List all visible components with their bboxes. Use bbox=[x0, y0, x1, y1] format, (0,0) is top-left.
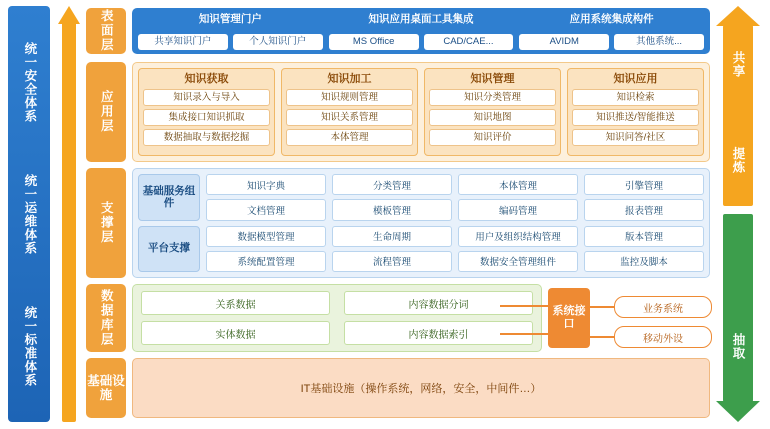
surface-group-title: 知识管理门户 bbox=[198, 13, 262, 25]
infrastructure-layer-panel: IT基础设施（操作系统，网络，安全，中间件…） bbox=[132, 358, 710, 418]
support-item[interactable]: 用户及组织结构管理 bbox=[458, 226, 578, 247]
support-item[interactable]: 文档管理 bbox=[206, 199, 326, 220]
connector-line bbox=[590, 336, 616, 338]
support-item[interactable]: 报表管理 bbox=[584, 199, 704, 220]
pillar-label-2: 统一标准体系 bbox=[22, 305, 37, 387]
layer-label-infrastructure: 基础设施 bbox=[86, 358, 126, 418]
surface-item[interactable]: CAD/CAE... bbox=[424, 34, 514, 50]
connector-line bbox=[500, 333, 550, 335]
surface-item[interactable]: 个人知识门户 bbox=[233, 34, 323, 50]
arrow-label-extract: 抽取 bbox=[731, 332, 745, 360]
left-pillar-bar bbox=[8, 6, 50, 422]
surface-item[interactable]: 其他系统... bbox=[614, 34, 704, 50]
application-item[interactable]: 知识检索 bbox=[572, 89, 699, 106]
application-column-title: 知识应用 bbox=[613, 73, 658, 85]
support-row-basic-services bbox=[138, 174, 704, 221]
connector-line bbox=[590, 306, 616, 308]
external-system-chip[interactable]: 移动外设 bbox=[614, 326, 712, 348]
support-item[interactable]: 数据安全管理组件 bbox=[458, 251, 578, 272]
application-item[interactable]: 知识分类管理 bbox=[429, 89, 556, 106]
system-interface-box[interactable]: 系统接口 bbox=[548, 288, 590, 348]
extract-arrow bbox=[716, 214, 760, 422]
support-item[interactable]: 数据模型管理 bbox=[206, 226, 326, 247]
application-item[interactable]: 知识规则管理 bbox=[286, 89, 413, 106]
support-category-label: 基础服务组件 bbox=[138, 174, 200, 221]
surface-item[interactable]: AVIDM bbox=[519, 34, 609, 50]
left-upward-arrow bbox=[58, 6, 80, 422]
support-item[interactable]: 本体管理 bbox=[458, 174, 578, 195]
application-column-title: 知识加工 bbox=[327, 73, 372, 85]
support-item[interactable]: 编码管理 bbox=[458, 199, 578, 220]
layer-label-application: 应用层 bbox=[86, 62, 126, 162]
support-item-grid bbox=[206, 174, 704, 221]
pillar-label-0: 统一安全体系 bbox=[22, 41, 37, 123]
arrow-label-share: 共享 bbox=[731, 50, 745, 78]
application-item[interactable]: 知识地图 bbox=[429, 109, 556, 126]
surface-group bbox=[138, 12, 323, 50]
support-item[interactable]: 监控及脚本 bbox=[584, 251, 704, 272]
surface-group-items bbox=[329, 34, 514, 50]
pillar-label-1: 统一运维体系 bbox=[22, 173, 37, 255]
database-item[interactable]: 内容数据分词 bbox=[344, 291, 533, 315]
application-item[interactable]: 集成接口知识抓取 bbox=[143, 109, 270, 126]
surface-layer-panel bbox=[132, 8, 710, 54]
surface-group bbox=[329, 12, 514, 50]
connector-line bbox=[500, 305, 550, 307]
support-item[interactable]: 分类管理 bbox=[332, 174, 452, 195]
layer-label-surface: 表面层 bbox=[86, 8, 126, 54]
database-item[interactable]: 实体数据 bbox=[141, 321, 330, 345]
support-item[interactable]: 引擎管理 bbox=[584, 174, 704, 195]
application-column-title: 知识管理 bbox=[470, 73, 515, 85]
support-row-platform bbox=[138, 226, 704, 273]
application-column bbox=[424, 68, 561, 156]
surface-group-items bbox=[138, 34, 323, 50]
layer-label-support: 支撑层 bbox=[86, 168, 126, 278]
arrow-shaft bbox=[62, 22, 76, 422]
arrow-head-icon bbox=[716, 6, 760, 26]
arrow-label-refine: 提炼 bbox=[731, 146, 745, 174]
support-item[interactable]: 知识字典 bbox=[206, 174, 326, 195]
surface-group-title: 知识应用桌面工具集成 bbox=[368, 13, 474, 25]
surface-item[interactable]: 共享知识门户 bbox=[138, 34, 228, 50]
application-item[interactable]: 知识关系管理 bbox=[286, 109, 413, 126]
support-item[interactable]: 生命周期 bbox=[332, 226, 452, 247]
surface-group bbox=[519, 12, 704, 50]
surface-group-title: 应用系统集成构件 bbox=[569, 13, 654, 25]
layer-label-database: 数据库层 bbox=[86, 284, 126, 352]
application-column bbox=[138, 68, 275, 156]
application-item[interactable]: 知识评价 bbox=[429, 129, 556, 146]
application-item[interactable]: 本体管理 bbox=[286, 129, 413, 146]
external-system-chip[interactable]: 业务系统 bbox=[614, 296, 712, 318]
support-item[interactable]: 系统配置管理 bbox=[206, 251, 326, 272]
application-item[interactable]: 知识问答/社区 bbox=[572, 129, 699, 146]
database-layer-panel bbox=[132, 284, 542, 352]
surface-group-items bbox=[519, 34, 704, 50]
application-item[interactable]: 数据抽取与数据挖掘 bbox=[143, 129, 270, 146]
database-item[interactable]: 关系数据 bbox=[141, 291, 330, 315]
support-item[interactable]: 流程管理 bbox=[332, 251, 452, 272]
surface-item[interactable]: MS Office bbox=[329, 34, 419, 50]
database-item[interactable]: 内容数据索引 bbox=[344, 321, 533, 345]
support-item[interactable]: 版本管理 bbox=[584, 226, 704, 247]
arrow-head-icon bbox=[716, 401, 760, 422]
application-item[interactable]: 知识推送/智能推送 bbox=[572, 109, 699, 126]
support-layer-panel bbox=[132, 168, 710, 278]
support-item-grid bbox=[206, 226, 704, 273]
application-column bbox=[567, 68, 704, 156]
application-column bbox=[281, 68, 418, 156]
application-item[interactable]: 知识录入与导入 bbox=[143, 89, 270, 106]
share-refine-arrow bbox=[716, 6, 760, 206]
support-category-label: 平台支撑 bbox=[138, 226, 200, 273]
application-layer-panel bbox=[132, 62, 710, 162]
application-column-title: 知识获取 bbox=[184, 73, 229, 85]
support-item[interactable]: 模板管理 bbox=[332, 199, 452, 220]
